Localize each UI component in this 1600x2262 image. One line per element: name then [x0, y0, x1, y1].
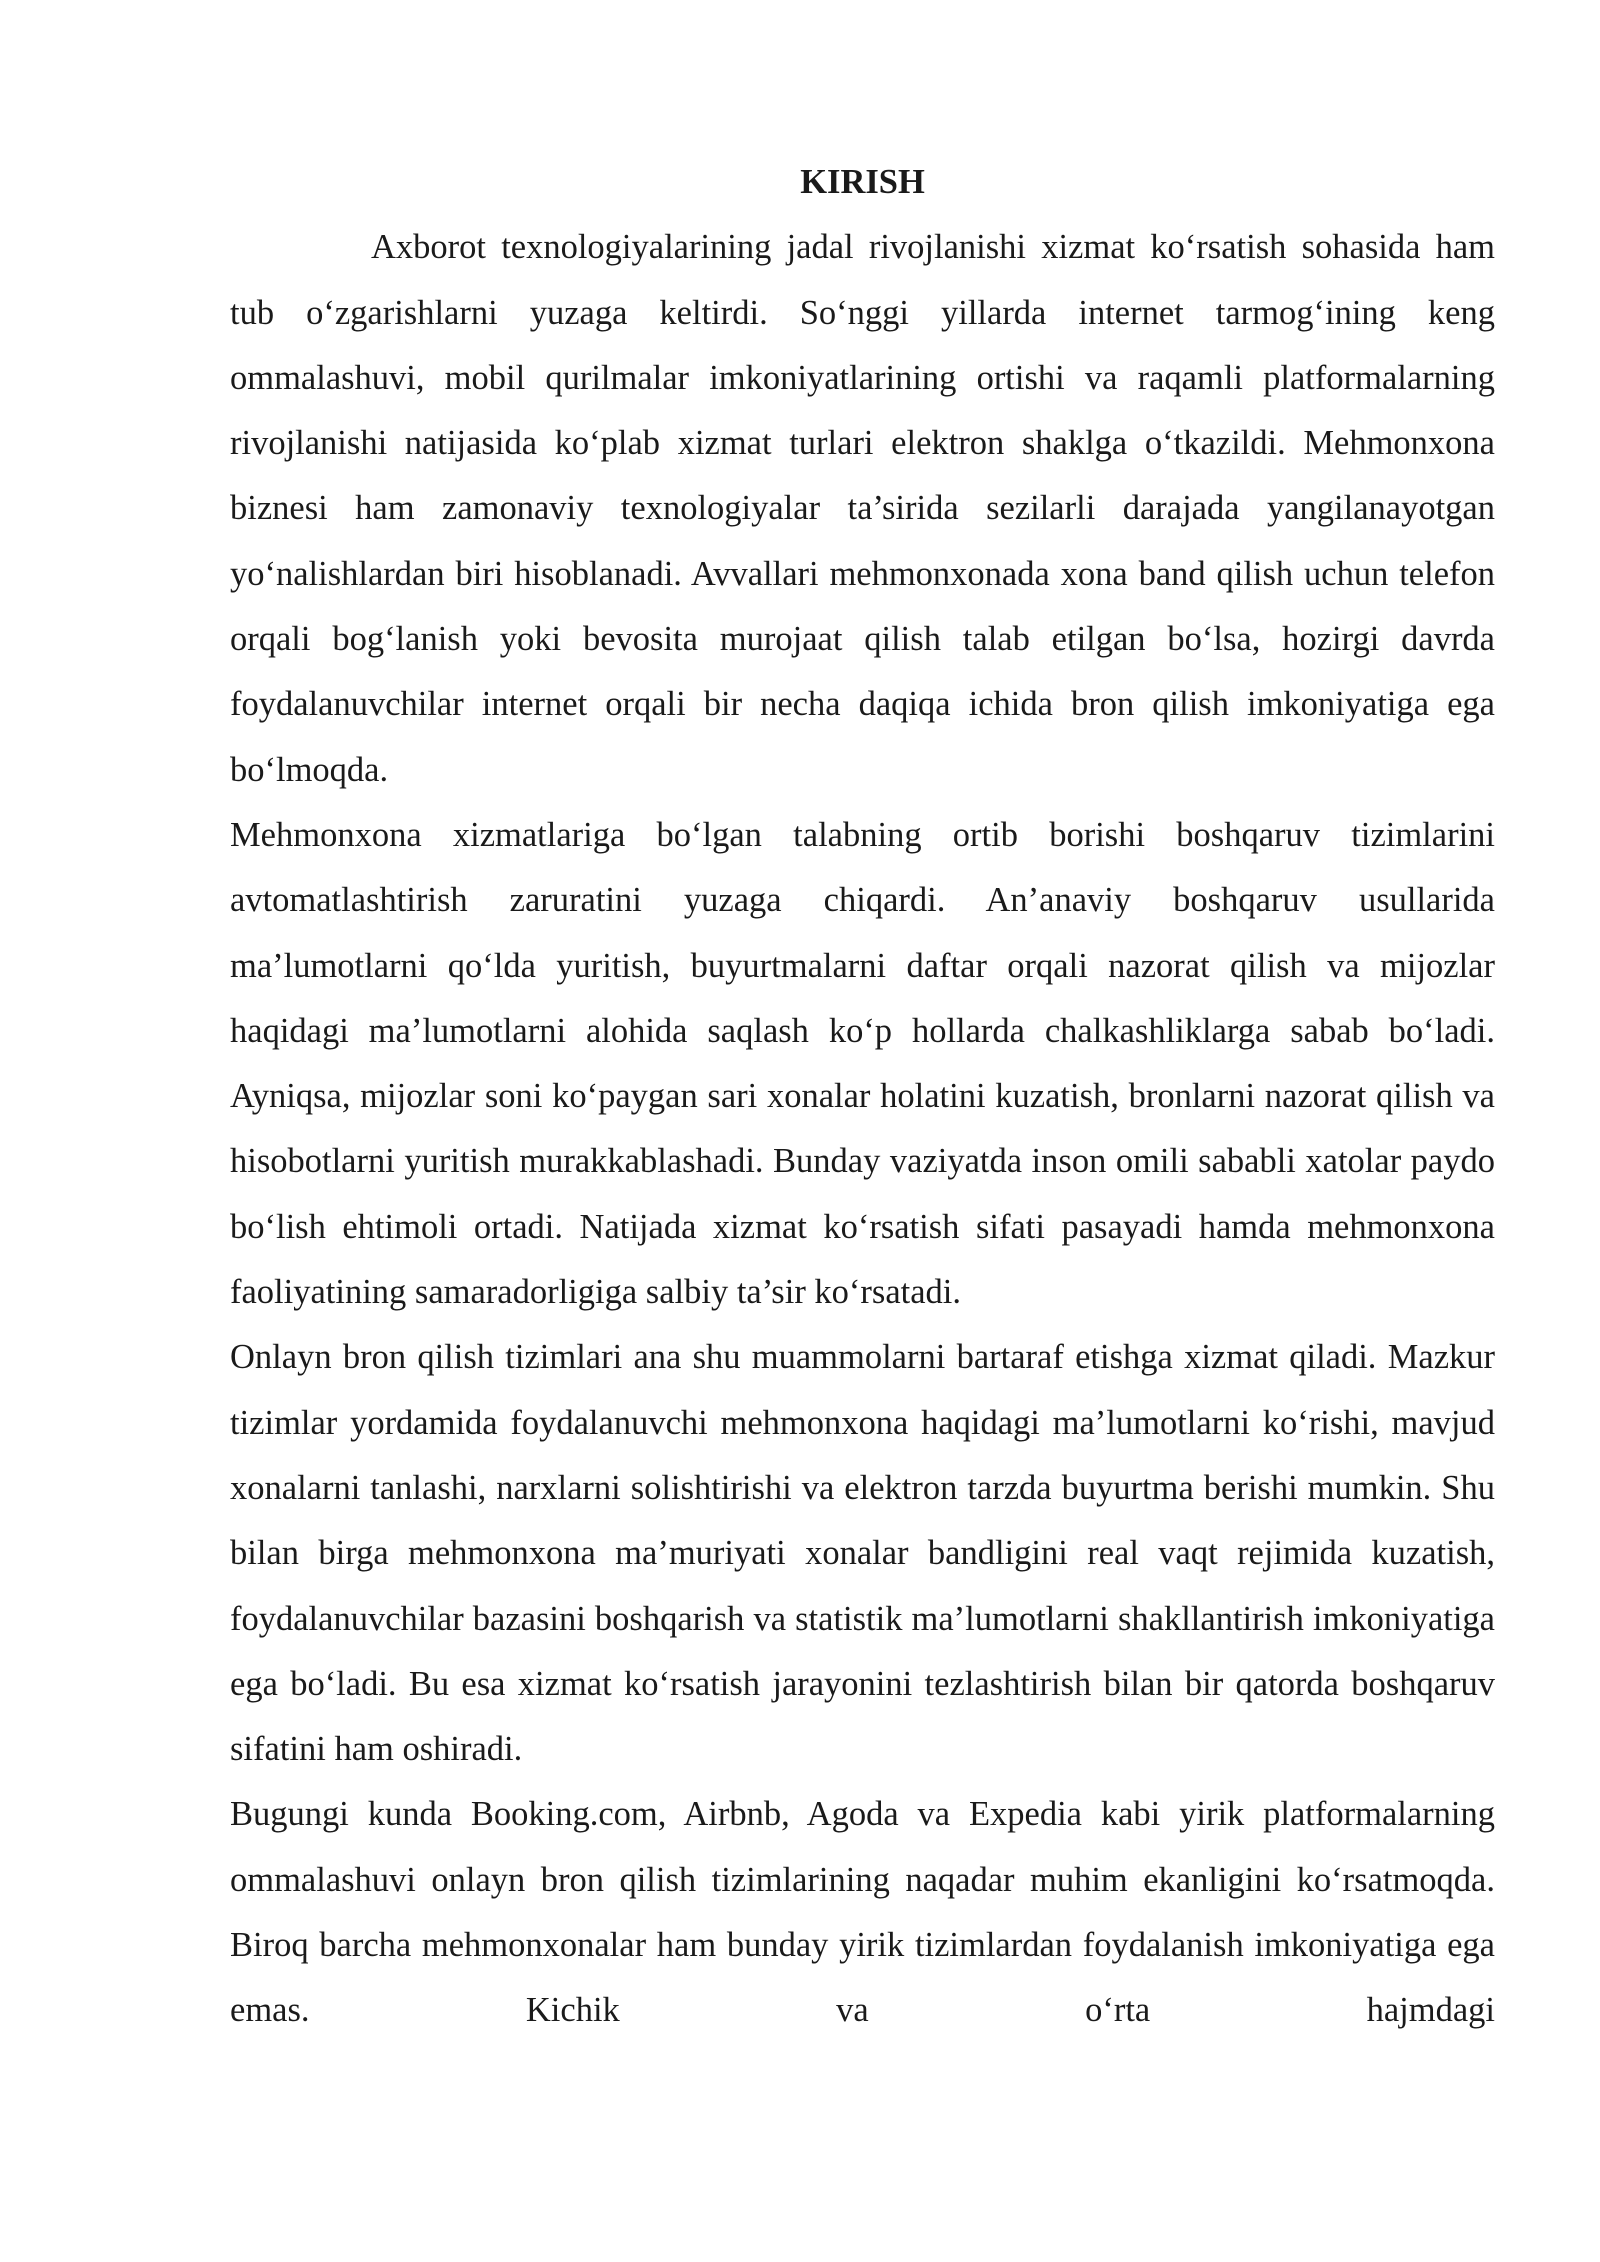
document-body	[230, 150, 1495, 2044]
paragraph: Mehmonxona xizmatlariga bo‘lgan talabning ortib borishi boshqaruv tizimlarini avtomatlashtirish zaruratini yuzaga chiqardi. An’anaviy boshqaruv usullarida ma’lumotlarni qo‘lda yuritish, buyurtmalarni daftar orqali nazorat qilish va mijozlar haqidagi ma’lumotlarni alohida saqlash ko‘p hollarda chalkashliklarga sabab bo‘ladi. Ayniqsa, mijozlar soni ko‘paygan sari xonalar holatini kuzatish, bronlarni nazorat qilish va hisobotlarni yuritish murakkablashadi. Bunday vaziyatda inson omili sababli xatolar paydo bo‘lish ehtimoli ortadi. Natijada xizmat ko‘rsatish sifati pasayadi hamda mehmonxona faoliyatining samaradorligiga salbiy ta’sir ko‘rsatadi.	[230, 815, 1495, 1312]
paragraph: Axborot texnologiyalarining jadal rivojlanishi xizmat ko‘rsatish sohasida ham tub o‘zgarishlarni yuzaga keltirdi. So‘nggi yillarda internet tarmog‘ining keng ommalashuvi, mobil qurilmalar imkoniyatlarining ortishi va raqamli platformalarning rivojlanishi natijasida ko‘plab xizmat turlari elektron shaklga o‘tkazildi. Mehmonxona biznesi ham zamonaviy texnologiyalar ta’sirida sezilarli darajada yangilanayotgan yo‘nalishlardan biri hisoblanadi. Avvallari mehmonxonada xona band qilish uchun telefon orqali bog‘lanish yoki bevosita murojaat qilish talab etilgan bo‘lsa, hozirgi davrda foydalanuvchilar internet orqali bir necha daqiqa ichida bron qilish imkoniyatiga ega bo‘lmoqda.	[230, 228, 1495, 789]
section-title: KIRISH	[800, 163, 925, 201]
paragraph: Onlayn bron qilish tizimlari ana shu muammolarni bartaraf etishga xizmat qiladi. Mazkur tizimlar yordamida foydalanuvchi mehmonxona haqidagi ma’lumotlarni ko‘rishi, mavjud xonalarni tanlashi, narxlarni solishtirishi va elektron tarzda buyurtma berishi mumkin. Shu bilan birga mehmonxona ma’muriyati xonalar bandligini real vaqt rejimida kuzatish, foydalanuvchilar bazasini boshqarish va statistik ma’lumotlarni shakllantirish imkoniyatiga ega bo‘ladi. Bu esa xizmat ko‘rsatish jarayonini tezlashtirish bilan bir qatorda boshqaruv sifatini ham oshiradi.	[230, 1338, 1495, 1769]
paragraph: Bugungi kunda Booking.com, Airbnb, Agoda va Expedia kabi yirik platformalarning ommalashuvi onlayn bron qilish tizimlarining naqadar muhim ekanligini ko‘rsatmoqda. Biroq barcha mehmonxonalar ham bunday yirik tizimlardan foydalanish imkoniyatiga ega emas. Kichik va o‘rta hajmdagi	[230, 1795, 1495, 2030]
